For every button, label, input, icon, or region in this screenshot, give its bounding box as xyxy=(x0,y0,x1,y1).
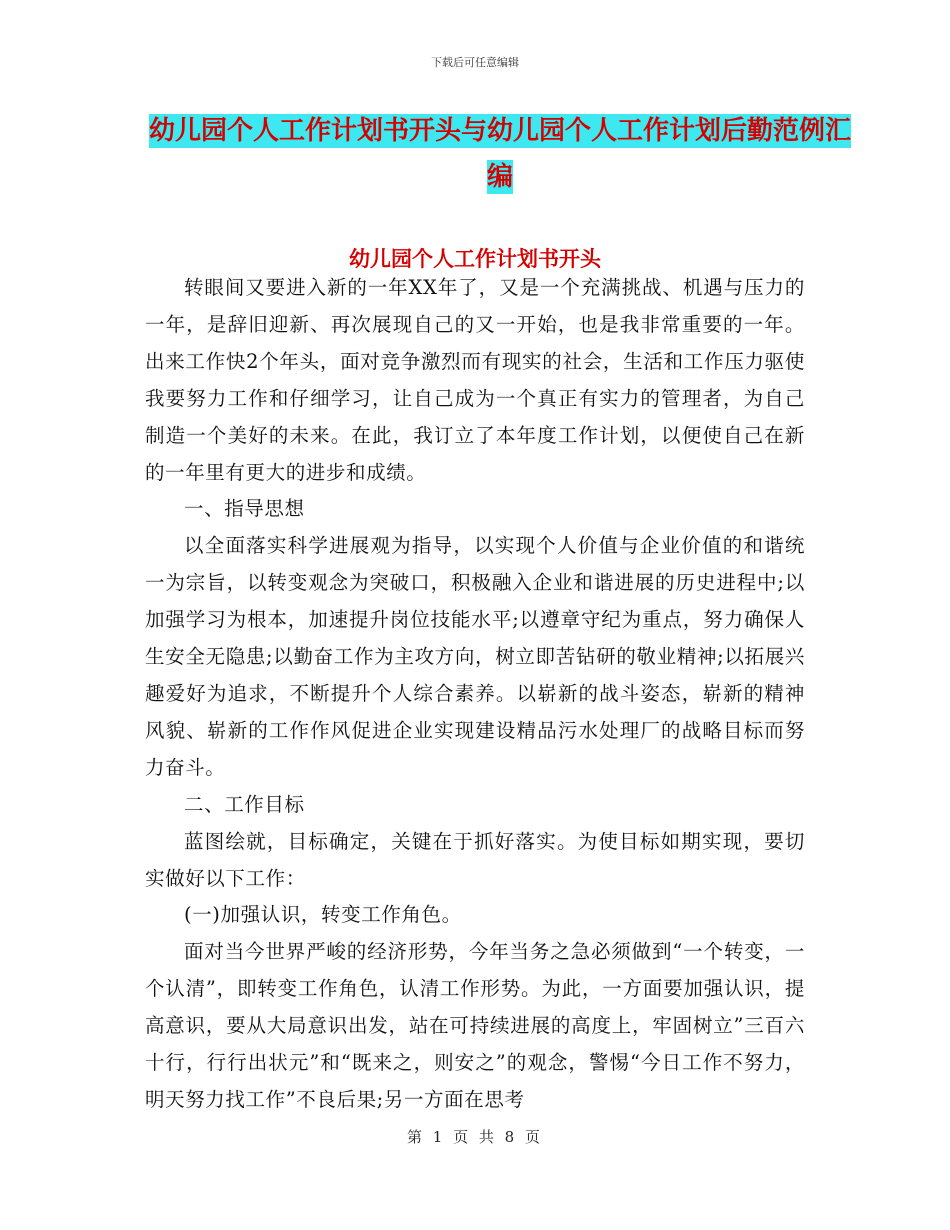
section-title: 幼儿园个人工作计划书开头 xyxy=(349,247,601,271)
heading-guiding-ideology: 一、指导思想 xyxy=(184,497,305,521)
page-header-note: 下载后可任意编辑 xyxy=(431,56,519,69)
document-title xyxy=(140,108,860,200)
paragraph-intro: 转眼间又要进入新的一年XX年了，又是一个充满挑战、机遇与压力的一年，是辞旧迎新、再次展现自己的又一开始，也是我非常重要的一年。出来工作快2个年头，面对竞争激烈而有现实的社会，生活和工作压力驱使我要努力工作和仔细学习，让自己成为一个真正有实力的管理者，为自己制造一个美好的未来。在此，我订立了本年度工作计划，以便使自己在新的一年里有更大的进步和成绩。 xyxy=(145,276,805,484)
paragraph-guiding-ideology: 以全面落实科学进展观为指导，以实现个人价值与企业价值的和谐统一为宗旨，以转变观念为突破口，积极融入企业和谐进展的历史进程中;以加强学习为根本，加速提升岗位技能水平;以遵章守纪为重点，努力确保人生安全无隐患;以勤奋工作为主攻方向，树立即苦钻研的敬业精神;以拓展兴趣爱好为追求，不断提升个人综合素养。以崭新的战斗姿态，崭新的精神风貌、崭新的工作作风促进企业实现建设精品污水处理厂的战略目标而努力奋斗。 xyxy=(145,534,805,779)
document-body xyxy=(145,270,805,1119)
document-title-text: 幼儿园个人工作计划书开头与幼儿园个人工作计划后勤范例汇编 xyxy=(148,116,851,192)
heading-work-goals: 二、工作目标 xyxy=(184,792,305,816)
subheading-strengthen-awareness: (一)加强认识，转变工作角色。 xyxy=(184,903,462,927)
page-footer: 第 1 页 共 8 页 xyxy=(407,1128,543,1146)
paragraph-work-goals: 蓝图绘就，目标确定，关键在于抓好落实。为使目标如期实现，要切实做好以下工作： xyxy=(145,829,805,890)
paragraph-strengthen-awareness: 面对当今世界严峻的经济形势，今年当务之急必须做到“一个转变，一个认清”，即转变工作角色，认清工作形势。为此，一方面要加强认识，提高意识，要从大局意识出发，站在可持续进展的高度上，牢固树立”三百六十行，行行出状元”和“既来之，则安之”的观念，警惕“今日工作不努力，明天努力找工作”不良后果;另一方面在思考 xyxy=(145,940,805,1111)
